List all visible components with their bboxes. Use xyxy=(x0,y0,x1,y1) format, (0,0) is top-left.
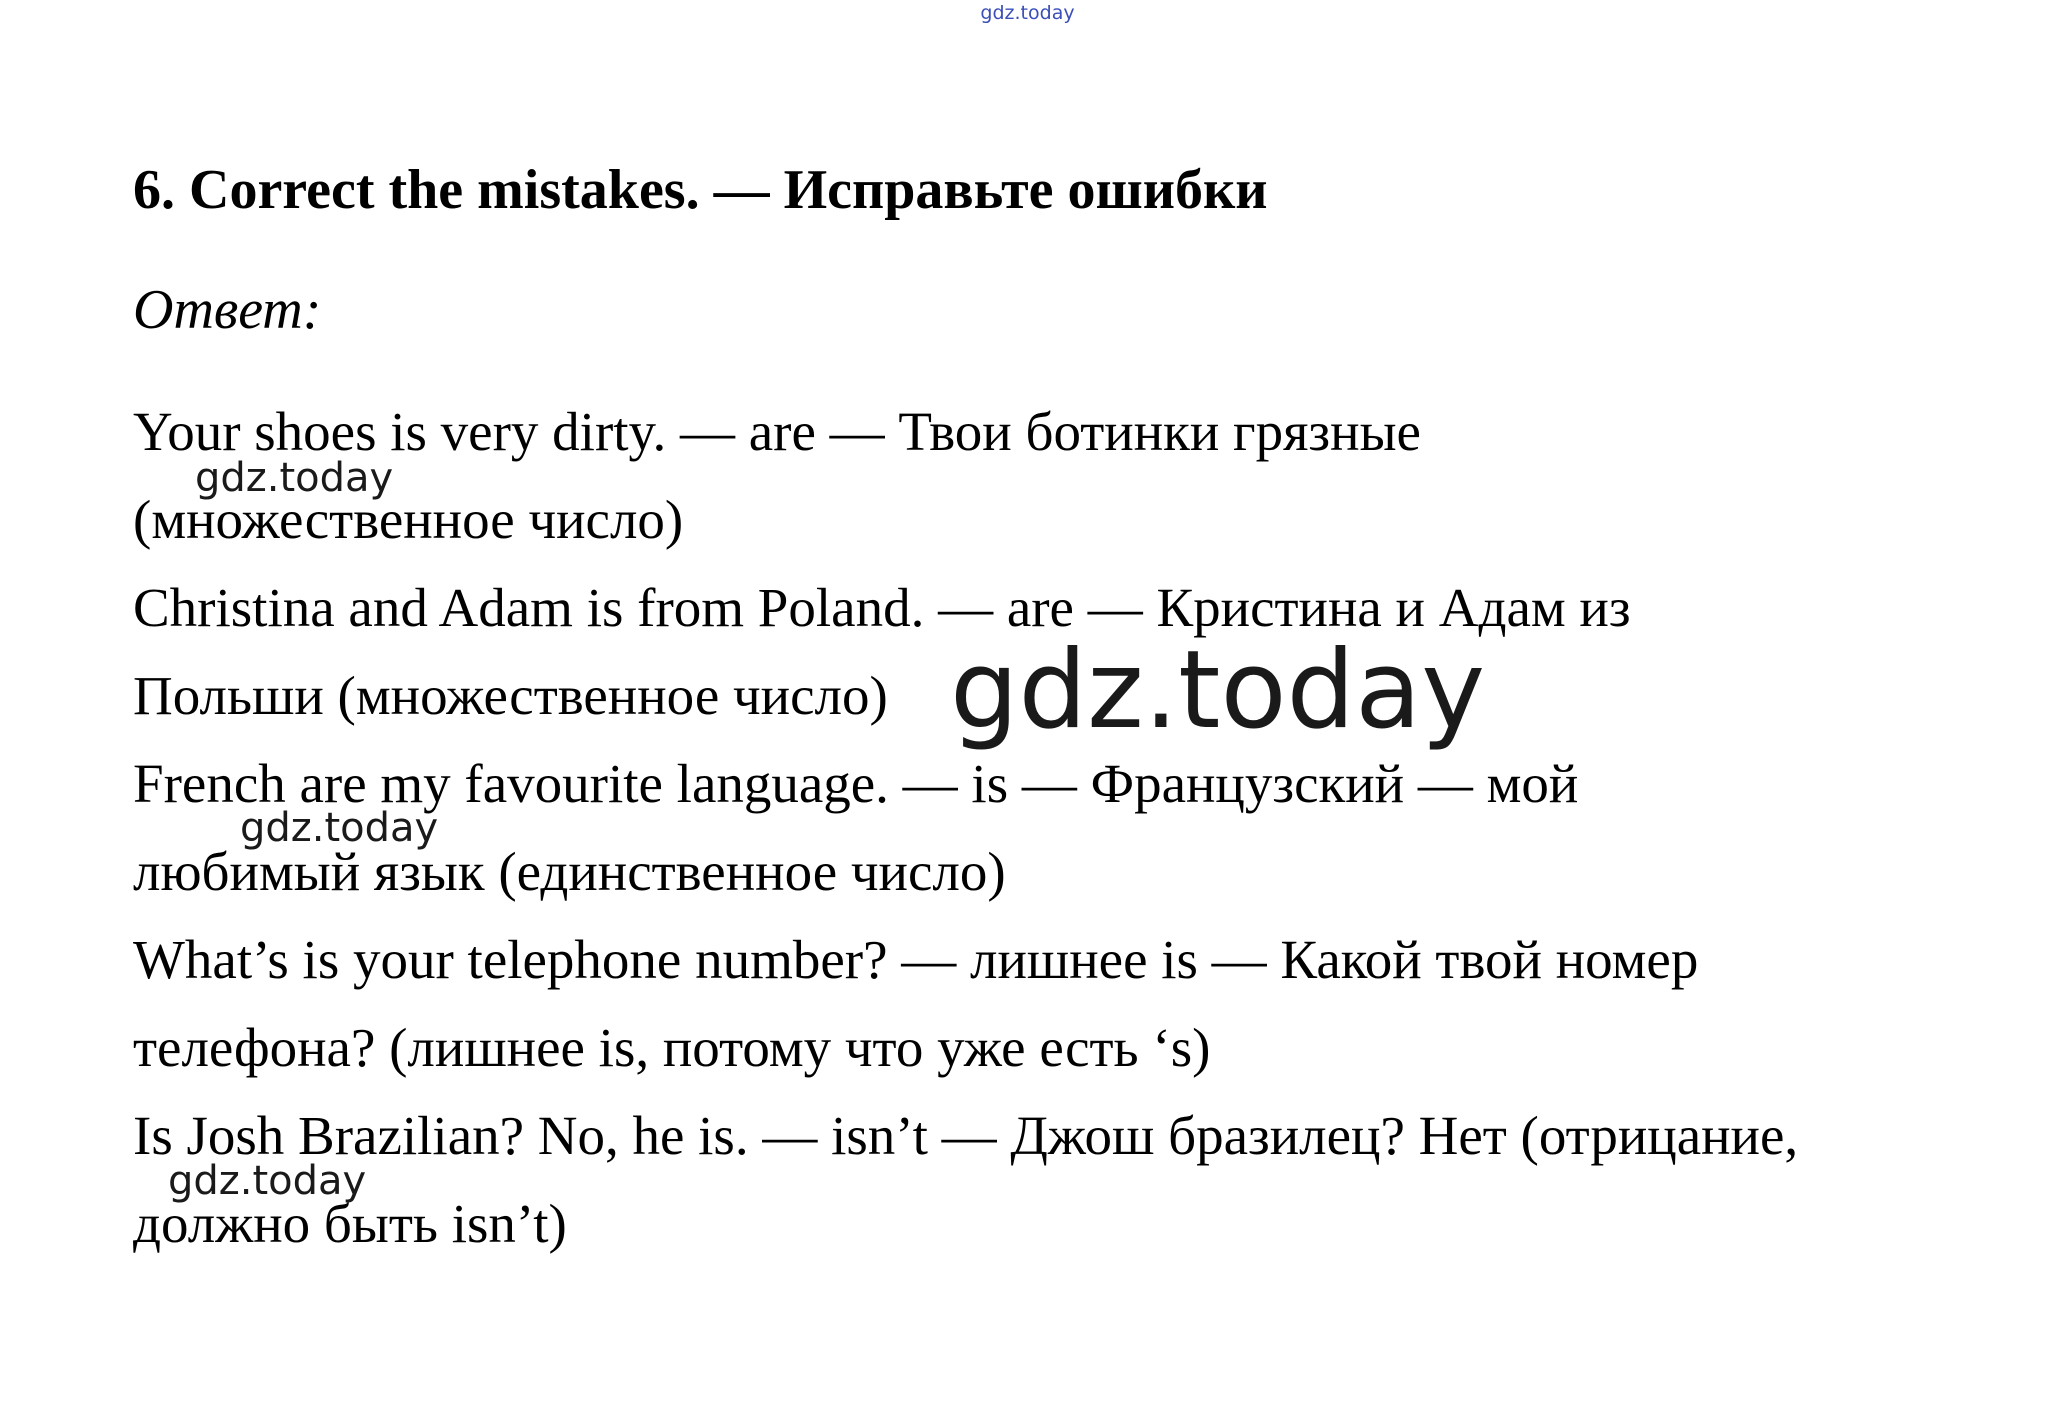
answer-line: любимый язык (единственное число) xyxy=(133,841,1006,902)
watermark-overlay: gdz.today xyxy=(950,628,1486,753)
watermark-overlay: gdz.today xyxy=(168,1158,367,1204)
answer-line: должно быть isn’t) xyxy=(133,1193,567,1254)
watermark-overlay: gdz.today xyxy=(195,455,394,501)
answer-line: (множественное число) xyxy=(133,489,684,550)
answer-line: телефона? (лишнее is, потому что уже есть ‘s) xyxy=(133,1017,1211,1078)
watermark-overlay: gdz.today xyxy=(240,805,439,851)
answer-line: Your shoes is very dirty. — are — Твои ботинки грязные xyxy=(133,401,1421,462)
answer-line: French are my favourite language. — is — Французский — мой xyxy=(133,753,1579,814)
top-watermark: gdz.today xyxy=(980,2,1075,24)
answer-line: Christina and Adam is from Poland. — are — Кристина и Адам из xyxy=(133,577,1631,638)
answer-line: Польши (множественное число) xyxy=(133,665,888,726)
exercise-heading: 6. Correct the mistakes. — Исправьте ошибки xyxy=(133,159,1268,221)
answer-line: Is Josh Brazilian? No, he is. — isn’t — Джош бразилец? Нет (отрицание, xyxy=(133,1105,1799,1166)
answer-label: Ответ: xyxy=(133,279,322,341)
answer-line: What’s is your telephone number? — лишнее is — Какой твой номер xyxy=(133,929,1699,990)
